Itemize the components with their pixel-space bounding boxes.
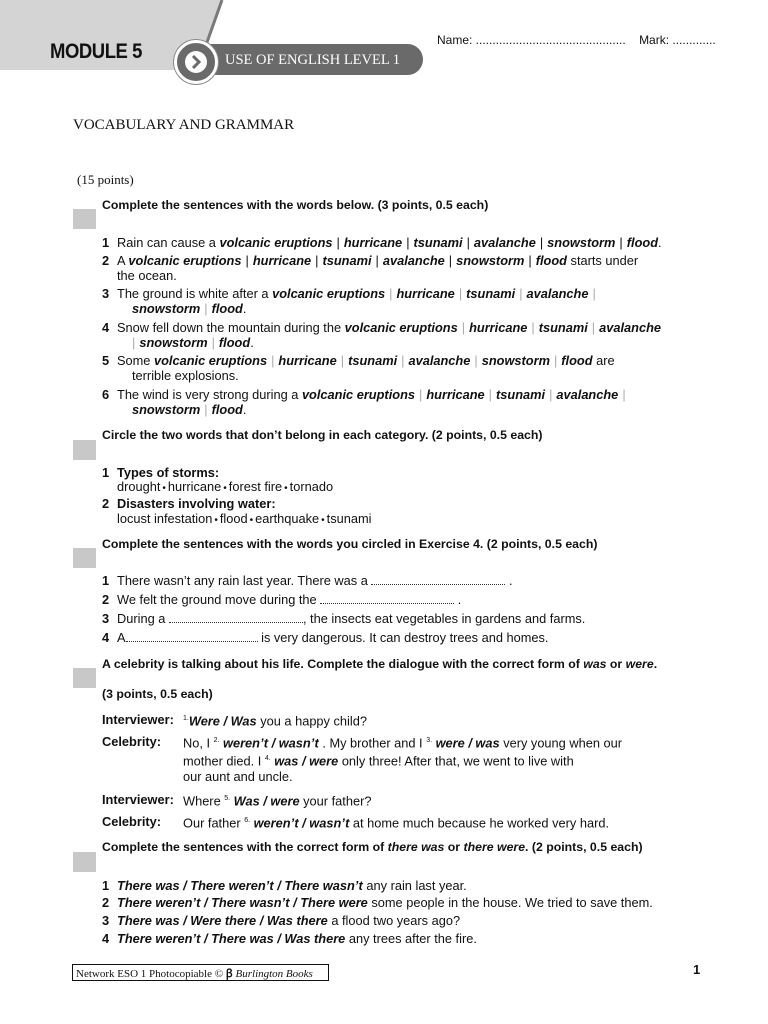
section-title: VOCABULARY AND GRAMMAR <box>73 117 295 133</box>
exercise-number-box <box>73 668 96 688</box>
page-number: 1 <box>693 962 701 977</box>
ex5-sentence-4: 4 A is very dangerous. It can destroy trees and homes. <box>102 630 549 645</box>
ex3-sentence-6: 6 The wind is very strong during a volcanic eruptions | hurricane | tsunami | avalanche | <box>102 387 626 402</box>
exercise-7-instruction: Complete the sentences with the correct form of there was or there were. (2 points, 0.5 each) <box>102 840 643 854</box>
answer-blank[interactable] <box>169 613 303 623</box>
ex3-sentence-1: 1 Rain can cause a volcanic eruptions | hurricane | tsunami | avalanche | snowstorm | flood. <box>102 235 662 250</box>
publisher-logo-icon: ꞵ <box>225 968 233 980</box>
level-label: USE OF ENGLISH LEVEL 1 <box>225 52 401 68</box>
section-points: (15 points) <box>77 172 134 187</box>
answer-blank[interactable] <box>320 594 454 604</box>
ex4-item-2-words[interactable]: locust infestation • flood • earthquake • tsunami <box>117 511 372 526</box>
exercise-5-instruction: Complete the sentences with the words you circled in Exercise 4. (2 points, 0.5 each) <box>102 537 598 551</box>
exercise-6-instruction: A celebrity is talking about his life. Complete the dialogue with the correct form of was or were. <box>102 657 658 671</box>
exercise-3-instruction: Complete the sentences with the words below. (3 points, 0.5 each) <box>102 198 489 212</box>
exercise-4-instruction: Circle the two words that don’t belong in each category. (2 points, 0.5 each) <box>102 428 543 442</box>
ex3-sentence-3-cont: snowstorm | flood. <box>132 301 247 316</box>
dialogue-line-3: mother died. I $^{4.}$ was / were only three! After that, we went to live with <box>183 753 574 769</box>
speaker-interviewer: Interviewer: <box>102 792 174 807</box>
answer-blank[interactable] <box>371 575 505 585</box>
dialogue-line-4: our aunt and uncle. <box>183 769 293 784</box>
mark-field[interactable]: Mark: ............. <box>639 33 716 47</box>
ex4-item-1-words[interactable]: drought • hurricane • forest fire • tornado <box>117 479 334 494</box>
exercise-number-box <box>73 548 96 568</box>
dialogue-line-2: No, I $^{2.}$ weren’t / wasn’t . My brother and I $^{3.}$ were / was very young when our <box>183 735 622 751</box>
answer-blank[interactable] <box>126 632 258 642</box>
ex3-sentence-2-cont: the ocean. <box>117 268 177 283</box>
level-badge <box>174 40 218 84</box>
ex3-sentence-4: 4 Snow fell down the mountain during the volcanic eruptions | hurricane | tsunami | avalanche <box>102 320 662 335</box>
speaker-celebrity: Celebrity: <box>102 814 162 829</box>
ex7-sentence-4: 4 There weren’t / There was / Was there any trees after the fire. <box>102 931 477 946</box>
exercise-6-points: (3 points, 0.5 each) <box>102 687 213 701</box>
ex4-item-2: 2 Disasters involving water: <box>102 496 276 511</box>
exercise-number-box <box>73 440 96 460</box>
speaker-interviewer: Interviewer: <box>102 712 174 727</box>
ex5-sentence-2: 2 We felt the ground move during the . <box>102 592 462 607</box>
ex4-item-1: 1 Types of storms: <box>102 465 220 480</box>
speaker-celebrity: Celebrity: <box>102 734 162 749</box>
ex3-sentence-6-cont: snowstorm | flood. <box>132 402 247 417</box>
dialogue-line-6: Our father $^{6.}$ weren’t / wasn’t at home much because he worked very hard. <box>183 815 609 831</box>
ex5-sentence-1: 1 There wasn’t any rain last year. There was a . <box>102 573 513 588</box>
dialogue-line-5: Where $^{5.}$ Was / were your father? <box>183 793 372 809</box>
ex3-sentence-5: 5 Some volcanic eruptions | hurricane | tsunami | avalanche | snowstorm | flood are <box>102 353 615 368</box>
ex3-sentence-4-cont: | snowstorm | flood. <box>132 335 254 350</box>
chevron-right-icon <box>189 55 203 69</box>
ex7-sentence-2: 2 There weren’t / There wasn’t / There were some people in the house. We tried to save them. <box>102 895 653 910</box>
ex3-sentence-2: 2 A volcanic eruptions | hurricane | tsunami | avalanche | snowstorm | flood starts under <box>102 253 639 268</box>
ex7-sentence-3: 3 There was / Were there / Was there a flood two years ago? <box>102 913 461 928</box>
footer-copyright: Network ESO 1 Photocopiable © ꞵ Burlington Books <box>72 964 329 981</box>
ex3-sentence-3: 3 The ground is white after a volcanic eruptions | hurricane | tsunami | avalanche | <box>102 286 596 301</box>
name-field[interactable]: Name: ............................................. <box>437 33 626 47</box>
dialogue-line-1: $^{1.}$Were / Was you a happy child? <box>183 713 367 729</box>
ex5-sentence-3: 3 During a , the insects eat vegetables in gardens and farms. <box>102 611 586 626</box>
name-mark-fields <box>437 33 716 47</box>
exercise-number-box <box>73 852 96 872</box>
module-title: MODULE 5 <box>50 40 142 63</box>
ex7-sentence-1: 1 There was / There weren’t / There wasn’t any rain last year. <box>102 878 467 893</box>
exercise-number-box <box>73 209 96 229</box>
ex3-sentence-5-cont: terrible explosions. <box>132 368 239 383</box>
